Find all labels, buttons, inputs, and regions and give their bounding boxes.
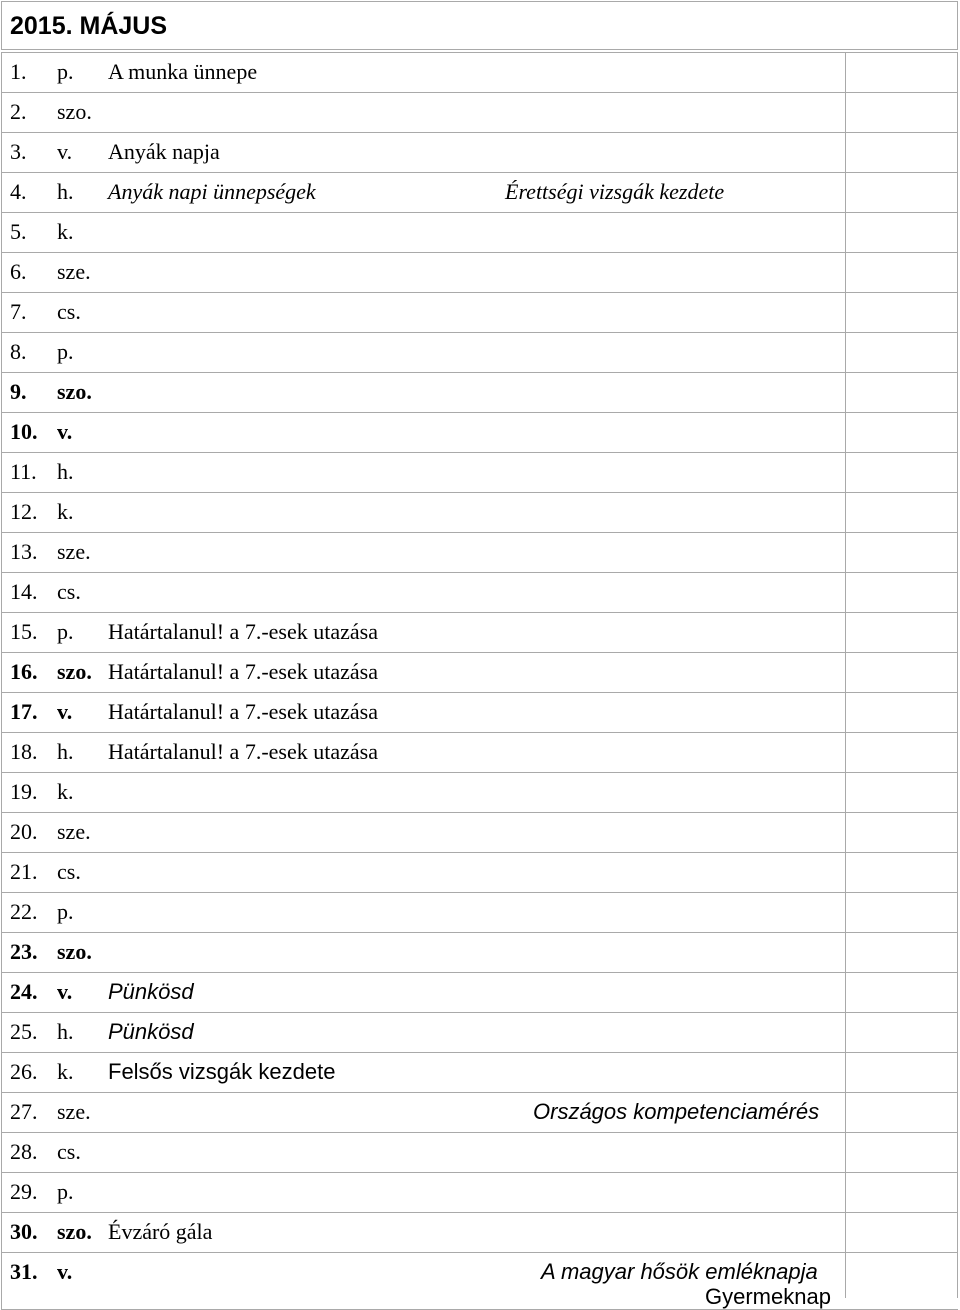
event: Évzáró gála	[108, 1219, 213, 1244]
weekday: p.	[57, 1179, 74, 1204]
weekday: p.	[57, 619, 74, 644]
day-number: 26.	[10, 1059, 38, 1084]
weekday: cs.	[57, 1139, 81, 1164]
event: Pünkösd	[108, 1019, 194, 1044]
day-number: 7.	[10, 299, 27, 324]
event-secondary: A magyar hősök emléknapja	[541, 1259, 818, 1284]
weekday: p.	[57, 899, 74, 924]
weekday: sze.	[57, 819, 91, 844]
day-number: 4.	[10, 179, 27, 204]
calendar-row	[1, 1132, 958, 1172]
weekday: sze.	[57, 259, 91, 284]
weekday: v.	[57, 1259, 73, 1284]
weekday: v.	[57, 139, 73, 164]
calendar-table	[1, 52, 958, 1310]
calendar-row	[1, 1052, 958, 1092]
calendar-row	[1, 652, 958, 692]
calendar-row	[1, 332, 958, 372]
calendar-row	[1, 812, 958, 852]
weekday: sze.	[57, 539, 91, 564]
calendar-row	[1, 172, 958, 212]
day-number: 14.	[10, 579, 38, 604]
event: Határtalanul! a 7.-esek utazása	[108, 699, 378, 724]
calendar-row	[1, 1012, 958, 1052]
calendar-row	[1, 572, 958, 612]
day-number: 17.	[10, 699, 38, 724]
event-secondary: Érettségi vizsgák kezdete	[505, 179, 725, 204]
event: Határtalanul! a 7.-esek utazása	[108, 739, 378, 764]
calendar-row	[1, 92, 958, 132]
calendar-row	[1, 532, 958, 572]
calendar-row	[1, 292, 958, 332]
day-number: 1.	[10, 59, 27, 84]
day-number: 11.	[10, 459, 37, 484]
weekday: p.	[57, 59, 74, 84]
weekday: szo.	[57, 379, 92, 404]
day-number: 15.	[10, 619, 38, 644]
day-number: 24.	[10, 979, 38, 1004]
calendar-row	[1, 852, 958, 892]
day-number: 16.	[10, 659, 38, 684]
weekday: k.	[57, 499, 74, 524]
calendar-row	[1, 372, 958, 412]
weekday: szo.	[57, 1219, 92, 1244]
day-number: 25.	[10, 1019, 38, 1044]
day-number: 9.	[10, 379, 27, 404]
day-number: 6.	[10, 259, 27, 284]
weekday: szo.	[57, 939, 92, 964]
day-number: 23.	[10, 939, 38, 964]
event: Anyák napi ünnepségek	[108, 179, 316, 204]
day-number: 29.	[10, 1179, 38, 1204]
day-number: 2.	[10, 99, 27, 124]
calendar-row	[1, 1212, 958, 1252]
calendar-row	[1, 692, 958, 732]
calendar-row	[1, 892, 958, 932]
day-number: 20.	[10, 819, 38, 844]
day-number: 27.	[10, 1099, 38, 1124]
day-number: 31.	[10, 1259, 38, 1284]
calendar-row	[1, 252, 958, 292]
event-secondary: Országos kompetenciamérés	[533, 1099, 820, 1124]
day-number: 19.	[10, 779, 38, 804]
day-number: 18.	[10, 739, 38, 764]
day-number: 5.	[10, 219, 27, 244]
weekday: h.	[57, 1019, 74, 1044]
weekday: cs.	[57, 579, 81, 604]
event: Határtalanul! a 7.-esek utazása	[108, 619, 378, 644]
calendar-row	[1, 1092, 958, 1132]
event: Pünkösd	[108, 979, 194, 1004]
weekday: cs.	[57, 299, 81, 324]
weekday: h.	[57, 179, 74, 204]
day-number: 28.	[10, 1139, 38, 1164]
calendar-row	[1, 492, 958, 532]
event: Határtalanul! a 7.-esek utazása	[108, 659, 378, 684]
weekday: v.	[57, 699, 73, 724]
calendar-row	[1, 612, 958, 652]
calendar-row	[1, 772, 958, 812]
weekday: v.	[57, 419, 73, 444]
weekday: k.	[57, 219, 74, 244]
calendar-row	[1, 452, 958, 492]
weekday: szo.	[57, 659, 92, 684]
weekday: k.	[57, 779, 74, 804]
page-title: 2015. MÁJUS	[1, 1, 958, 50]
day-number: 22.	[10, 899, 38, 924]
day-number: 10.	[10, 419, 38, 444]
weekday: v.	[57, 979, 73, 1004]
calendar-row	[1, 212, 958, 252]
calendar-row	[1, 732, 958, 772]
calendar-row	[1, 52, 958, 92]
calendar-row	[1, 412, 958, 452]
day-number: 21.	[10, 859, 38, 884]
weekday: h.	[57, 459, 74, 484]
day-number: 13.	[10, 539, 38, 564]
weekday: k.	[57, 1059, 74, 1084]
day-number: 3.	[10, 139, 27, 164]
weekday: sze.	[57, 1099, 91, 1124]
calendar-row	[1, 1172, 958, 1212]
event: Anyák napja	[108, 139, 220, 164]
calendar-row	[1, 932, 958, 972]
day-number: 30.	[10, 1219, 38, 1244]
weekday: h.	[57, 739, 74, 764]
calendar-row	[1, 972, 958, 1012]
event: A munka ünnepe	[108, 59, 258, 84]
calendar-row	[1, 132, 958, 172]
day-number: 12.	[10, 499, 38, 524]
event-tertiary: Gyermeknap	[705, 1284, 831, 1309]
calendar-row	[1, 1252, 958, 1310]
weekday: cs.	[57, 859, 81, 884]
day-number: 8.	[10, 339, 27, 364]
event: Felsős vizsgák kezdete	[108, 1059, 336, 1084]
weekday: szo.	[57, 99, 92, 124]
weekday: p.	[57, 339, 74, 364]
